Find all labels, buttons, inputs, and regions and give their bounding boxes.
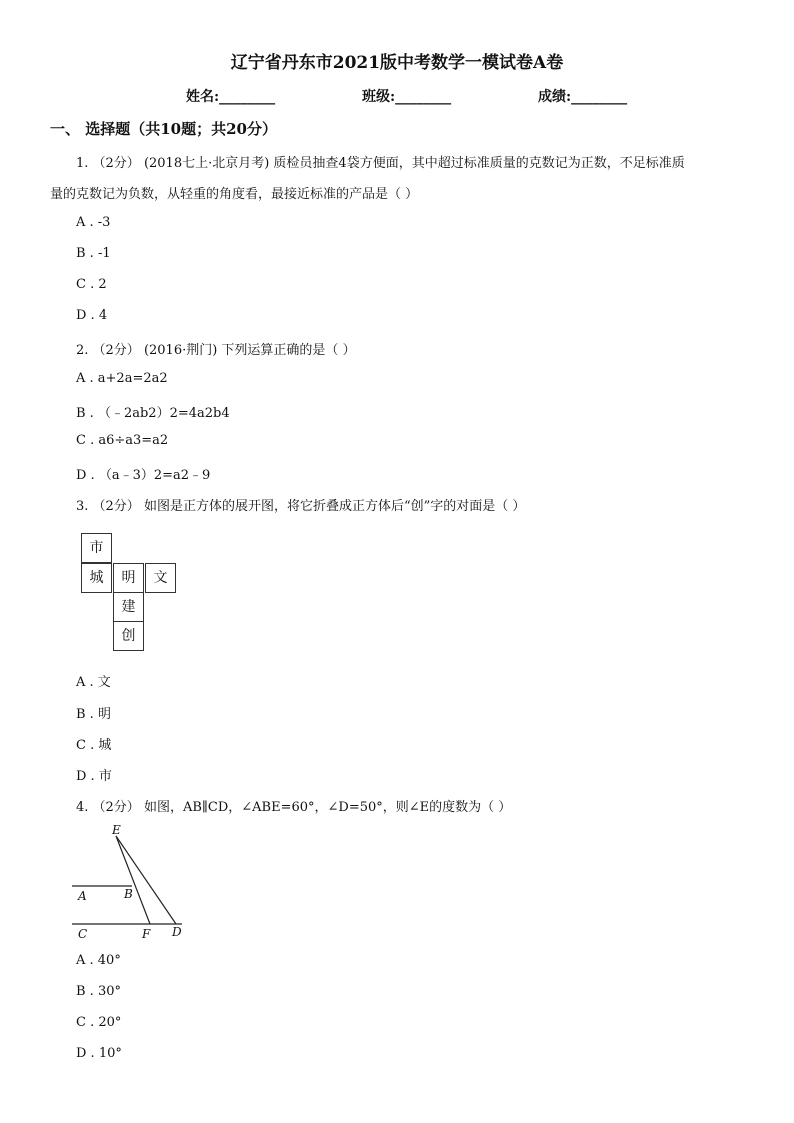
section-heading: 一、 选择题（共10题；共20分） (50, 120, 277, 138)
class-field[interactable]: 班级:________ (362, 89, 452, 105)
label-d: D (172, 925, 182, 939)
question-4-line-1: 4. （2分） 如图，AB∥CD，∠ABE=60°，∠D=50°，则∠E的度数为（ ） (76, 800, 512, 815)
net-cell-1: 市 (81, 533, 112, 563)
net-cell-2: 城 (81, 563, 112, 593)
q3-option-d[interactable]: D . 市 (76, 769, 112, 784)
name-field[interactable]: 姓名:________ (186, 89, 276, 105)
question-2-line-1: 2. （2分） (2016·荆门) 下列运算正确的是（ ） (76, 343, 356, 358)
q4-option-c[interactable]: C . 20° (76, 1015, 122, 1030)
question-3-line-1: 3. （2分） 如图是正方体的展开图，将它折叠成正方体后“创”字的对面是（ ） (76, 499, 526, 514)
q4-option-b[interactable]: B . 30° (76, 984, 121, 999)
q4-option-a[interactable]: A . 40° (76, 953, 121, 968)
net-cell-5: 建 (113, 592, 144, 622)
q1-option-d[interactable]: D . 4 (76, 308, 108, 323)
label-c: C (78, 927, 88, 941)
q4-option-d[interactable]: D . 10° (76, 1046, 122, 1061)
q1-option-a[interactable]: A . -3 (76, 215, 111, 230)
net-cell-3: 明 (113, 563, 144, 593)
q3-option-a[interactable]: A . 文 (76, 675, 111, 690)
label-b: B (124, 887, 133, 901)
label-e: E (112, 823, 121, 837)
line-ef (116, 836, 150, 924)
q2-option-b[interactable]: B . （﹣2ab2）2=4a2b4 (76, 406, 230, 421)
page-title: 辽宁省丹东市2021版中考数学一模试卷A卷 (230, 53, 564, 73)
geometry-figure (72, 820, 192, 945)
q3-option-c[interactable]: C . 城 (76, 738, 112, 753)
net-cell-6: 创 (113, 621, 144, 651)
label-f: F (142, 927, 151, 941)
q1-option-b[interactable]: B . -1 (76, 246, 111, 261)
q2-option-d[interactable]: D . （a﹣3）2=a2﹣9 (76, 468, 211, 483)
score-field[interactable]: 成绩:________ (538, 89, 628, 105)
label-a: A (78, 889, 87, 903)
q2-option-c[interactable]: C . a6÷a3=a2 (76, 433, 169, 448)
net-cell-4: 文 (145, 563, 176, 593)
question-1-line-1: 1. （2分） (2018七上·北京月考) 质检员抽查4袋方便面，其中超过标准质量的克数记为正数，不足标准质 (76, 156, 685, 171)
q3-option-b[interactable]: B . 明 (76, 707, 111, 722)
q1-option-c[interactable]: C . 2 (76, 277, 107, 292)
q2-option-a[interactable]: A . a+2a=2a2 (76, 371, 168, 386)
line-ed (116, 836, 176, 924)
question-1-line-2: 量的克数记为负数，从轻重的角度看，最接近标准的产品是（ ） (50, 187, 419, 202)
